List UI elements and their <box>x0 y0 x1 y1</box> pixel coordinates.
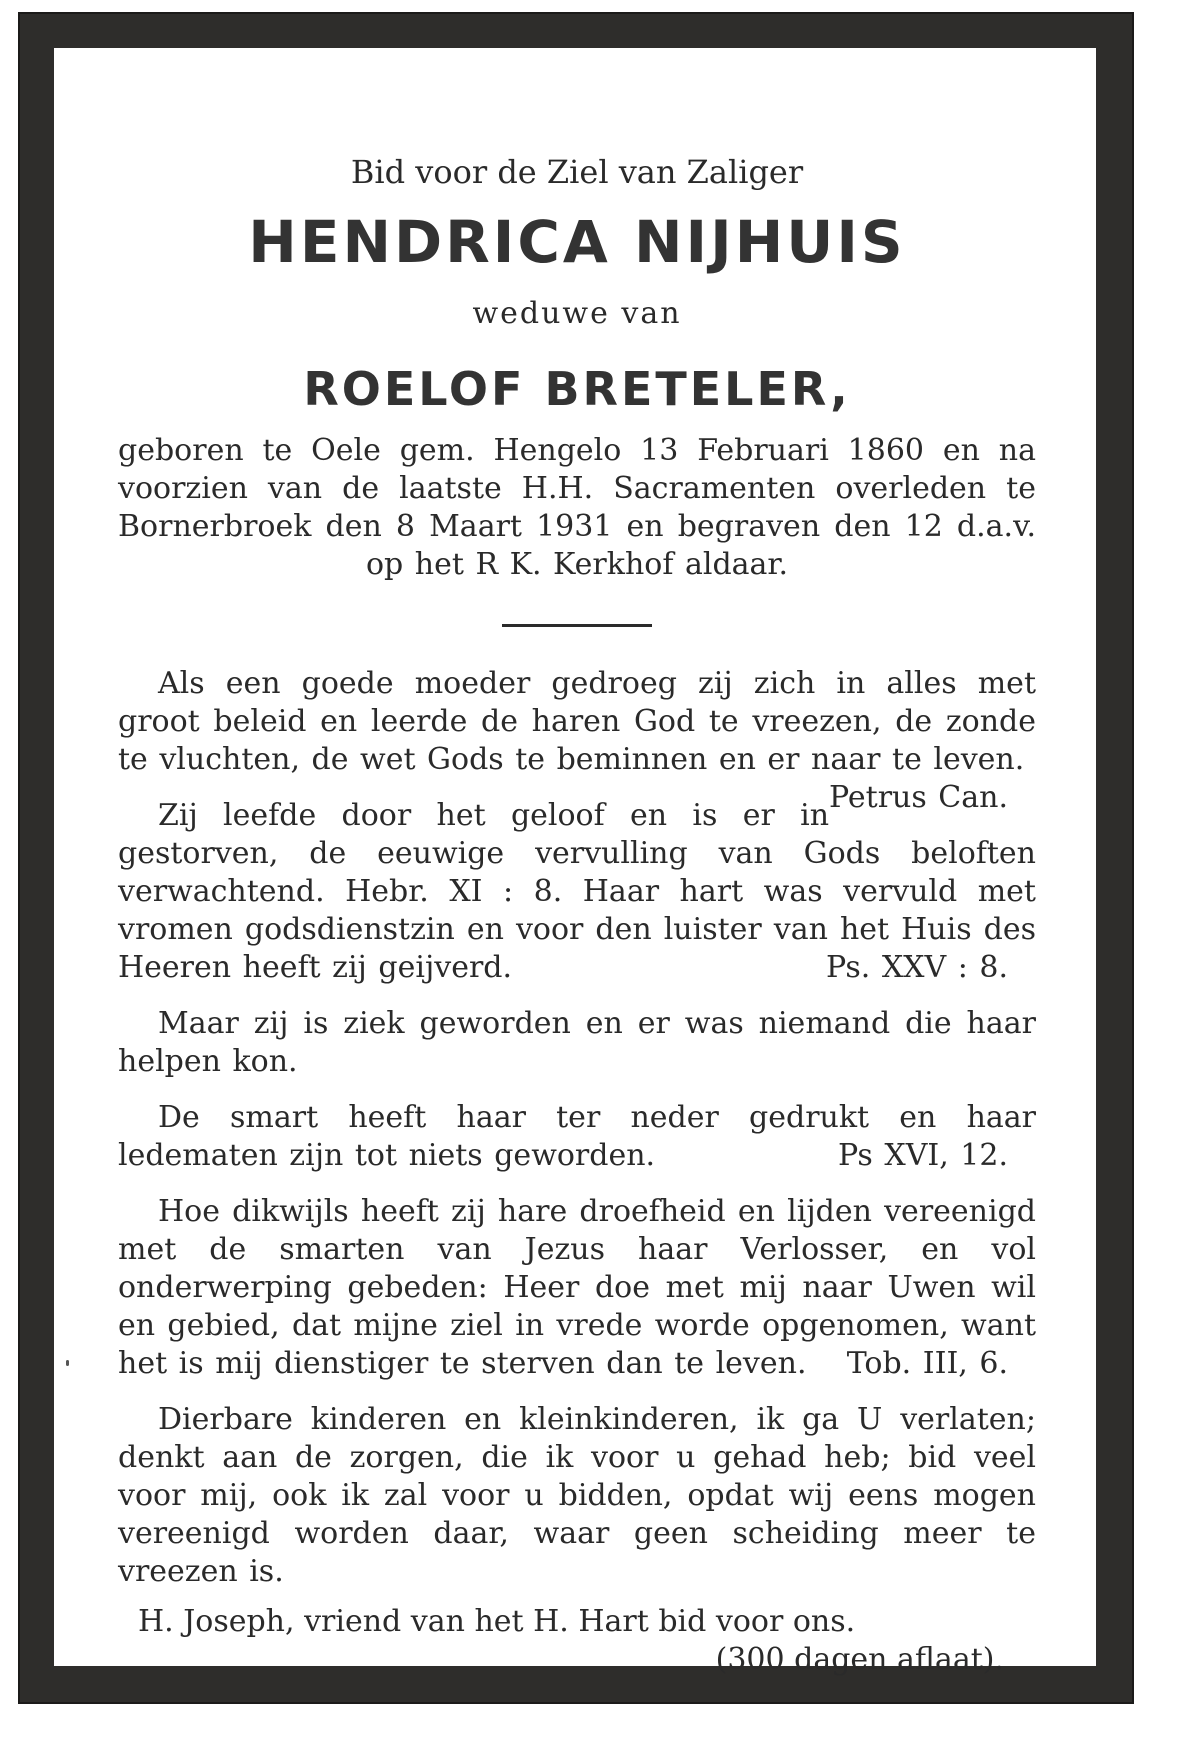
paragraph-text: De smart heeft haar ter neder gedrukt en haar ledematen zijn tot niets geworden. <box>118 1100 1036 1173</box>
paragraph-1 <box>118 665 1036 815</box>
paragraph-3 <box>118 1005 1036 1081</box>
memorial-card-border <box>18 12 1134 1704</box>
paragraph-reference: Ps. XXV : 8. <box>825 950 1008 985</box>
paragraph-text: Maar zij is ziek geworden en er was niemand die haar helpen kon. <box>118 1006 1036 1079</box>
print-speck <box>66 1360 69 1366</box>
paragraph-text: Zij leefde door het geloof en is er in gestorven, de eeuwige vervulling van Gods beloften verwachtend. Hebr. XI : 8. Haar hart was vervuld met vromen godsdienstzin en voor den luister van het Huis des Heeren heeft zij geijverd. <box>118 798 1036 985</box>
memorial-text <box>118 152 1036 1679</box>
deceased-name: HENDRICA NIJHUIS <box>248 208 906 276</box>
widow-of-line: weduwe van <box>472 296 682 331</box>
paragraph-5 <box>118 1193 1036 1383</box>
memorial-card-face <box>54 48 1096 1677</box>
biography: geboren te Oele gem. Hengelo 13 Februari 1860 en na voorzien van de laatste H.H. Sacramenten overleden te Bornerbroek den 8 Maart 1931 en begraven den 12 d.a.v. op het R K. Kerkhof aldaar. <box>118 433 1036 582</box>
paragraph-text: Als een goede moeder gedroeg zij zich in alles met groot beleid en leerde de haren God te vreezen, de zonde te vluchten, de wet Gods te beminnen en er naar te leven. <box>118 666 1036 777</box>
paragraph-4 <box>118 1099 1036 1175</box>
paragraph-text: Hoe dikwijls heeft zij hare droefheid en lijden vereenigd met de smarten van Jezus haar Verlosser, en vol onderwerping gebeden: Heer doe met mij naar Uwen wil en gebied, dat mijne ziel in vrede worde opgenomen, want het is mij dienstiger te sterven dan te leven. <box>118 1194 1036 1381</box>
indulgence-note: (300 dagen aflaat). <box>715 1642 1004 1677</box>
closing-prayer: H. Joseph, vriend van het H. Hart bid voor ons. <box>138 1604 856 1639</box>
paragraph-reference: Tob. III, 6. <box>846 1346 1008 1381</box>
intro-line: Bid voor de Ziel van Zaliger <box>350 153 804 191</box>
paragraph-reference: Ps XVI, 12. <box>838 1138 1008 1173</box>
paragraph-text: Dierbare kinderen en kleinkinderen, ik ga U verlaten; denkt aan de zorgen, die ik voor u gehad heb; bid veel voor mij, ook ik zal voor u bidden, opdat wij eens mogen vereenigd worden daar, waar geen scheiding meer te vreezen is. <box>118 1402 1036 1589</box>
divider-line <box>502 624 652 627</box>
paragraph-reference: Petrus Can. <box>829 780 1008 815</box>
paragraph-6 <box>118 1401 1036 1591</box>
husband-name: ROELOF BRETELER, <box>303 362 851 416</box>
paragraph-2 <box>118 797 1036 987</box>
